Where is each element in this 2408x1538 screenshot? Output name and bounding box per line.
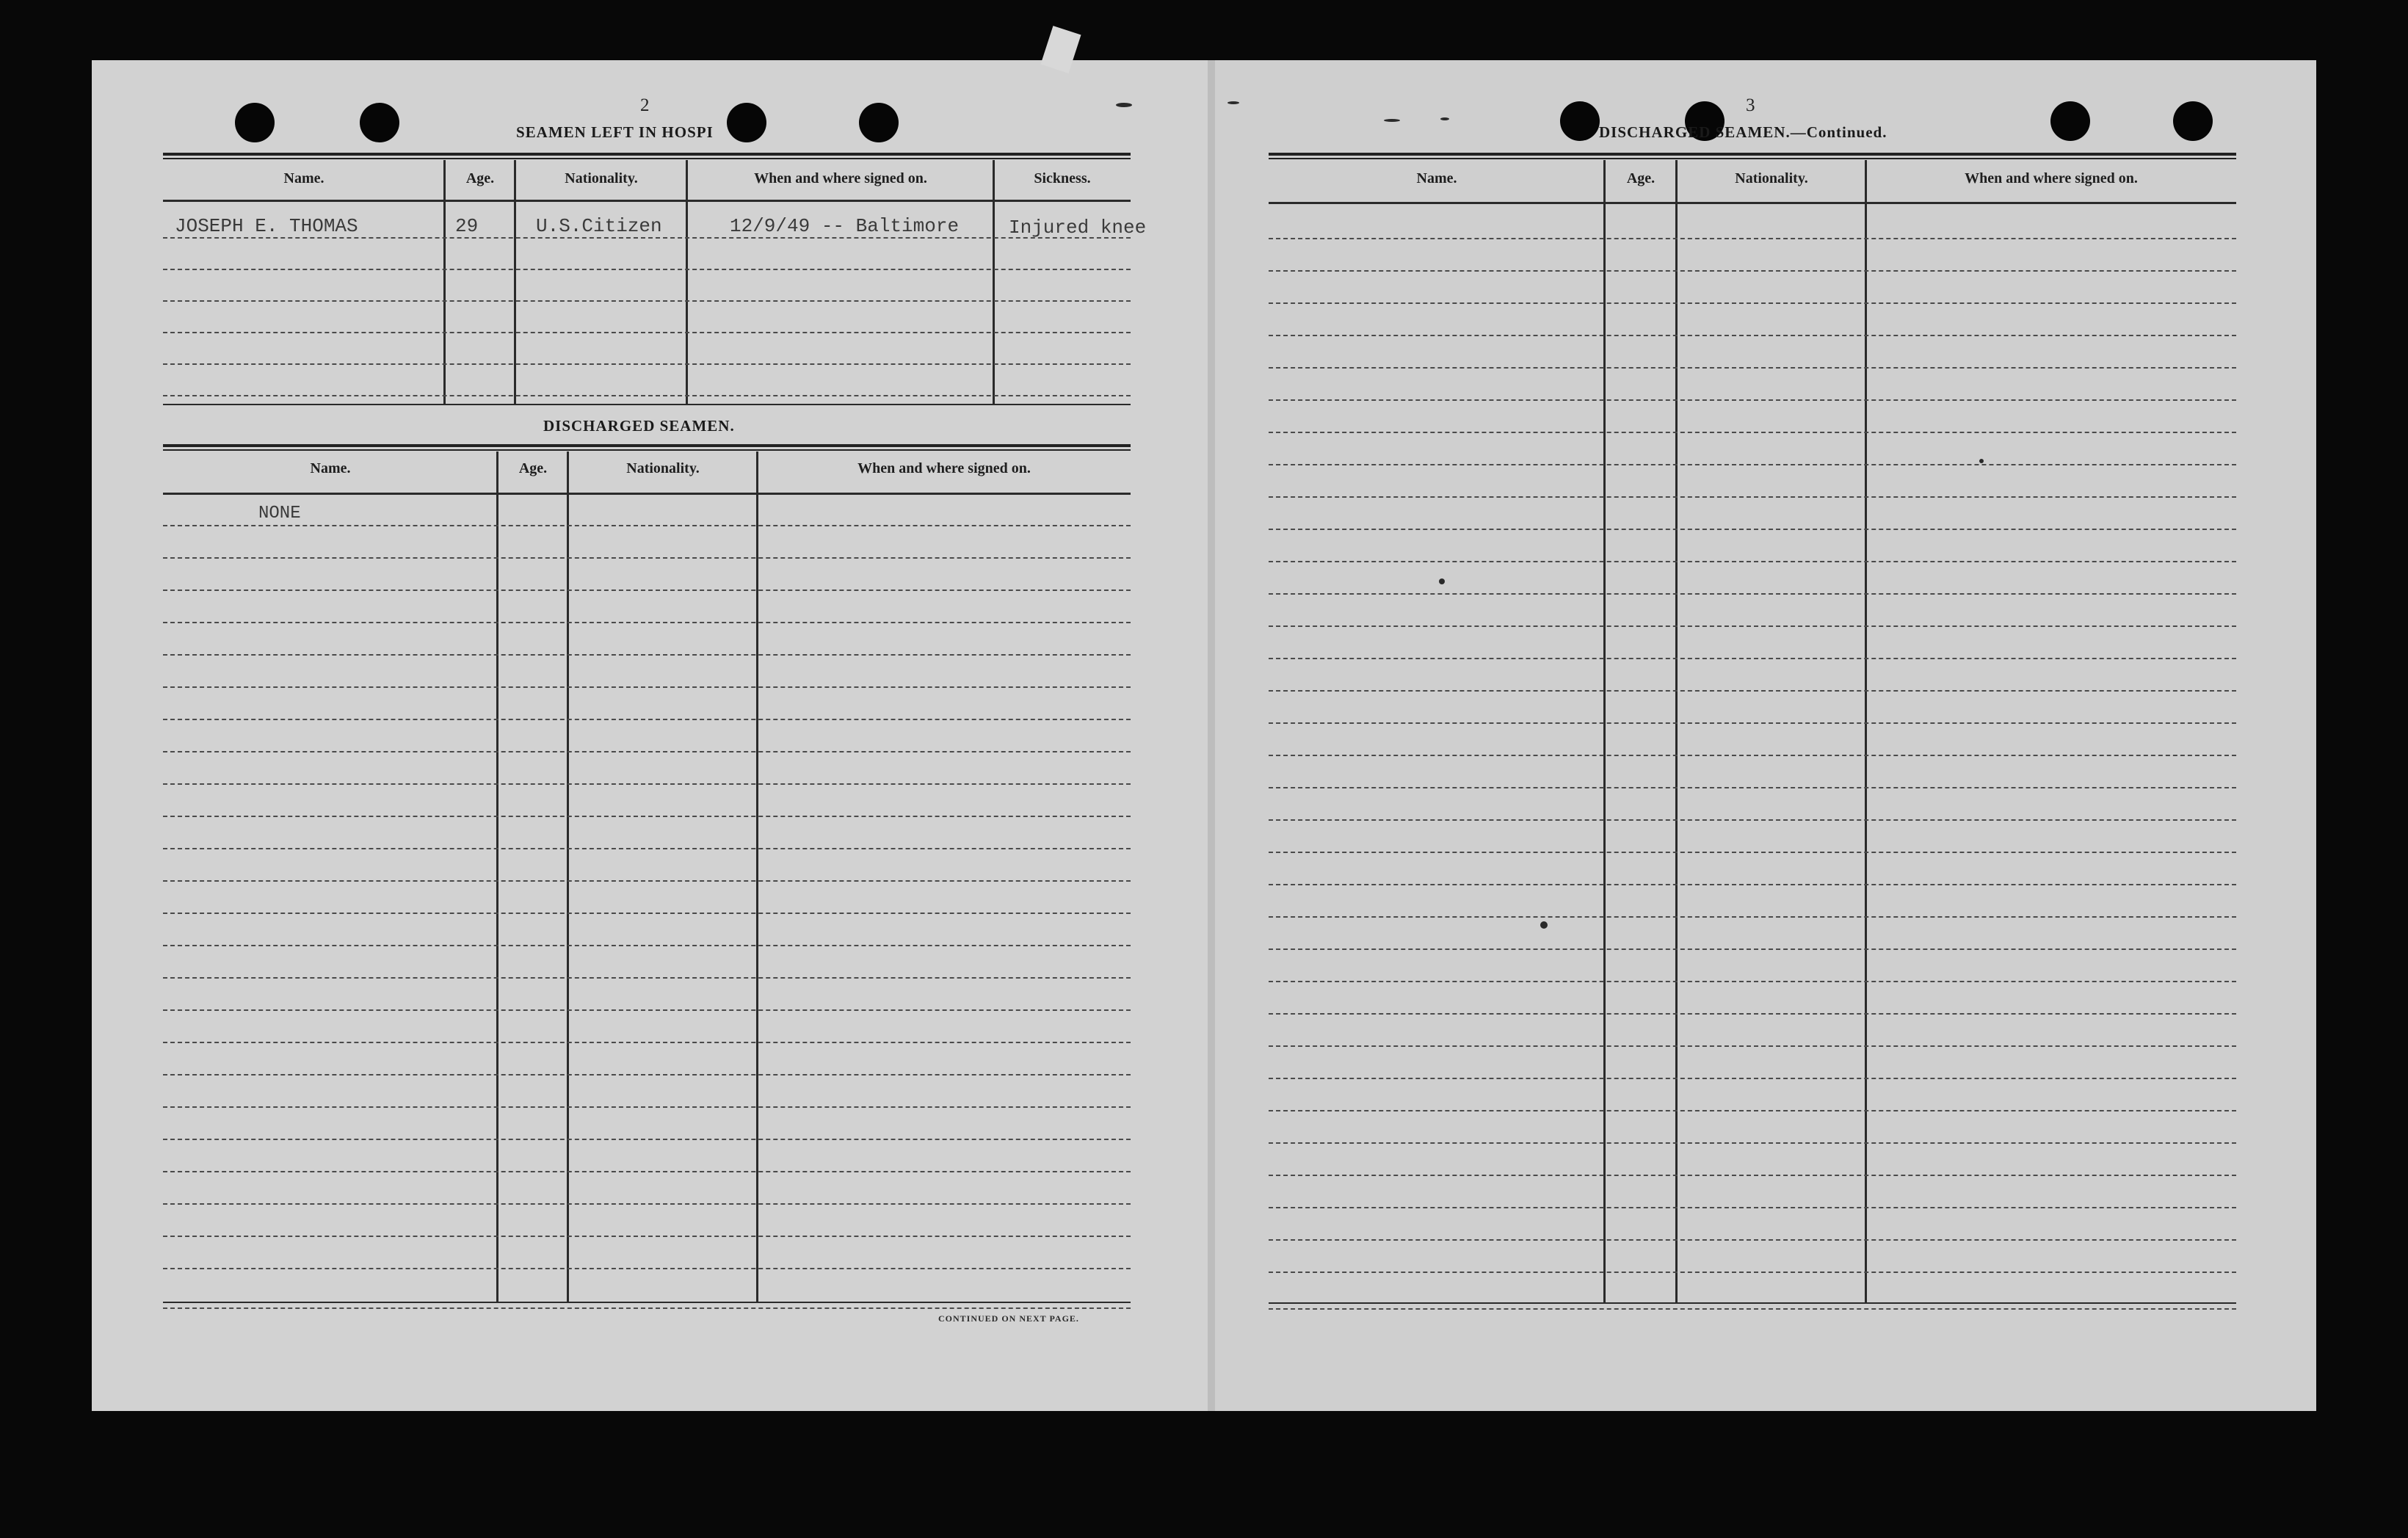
ruled-line xyxy=(163,395,1131,396)
ruled-line xyxy=(1269,432,2236,433)
speck xyxy=(1384,119,1400,122)
right-page xyxy=(1213,60,2316,1411)
ruled-line xyxy=(163,880,1131,882)
page-number: 3 xyxy=(1746,95,1755,115)
punch-hole xyxy=(2050,101,2090,141)
discharged-header-rule xyxy=(163,444,1131,451)
ruled-line xyxy=(163,1307,1131,1309)
ruled-line xyxy=(163,332,1131,333)
ruled-line xyxy=(163,300,1131,302)
ruled-line xyxy=(1269,658,2236,659)
ruled-line xyxy=(1269,593,2236,595)
ruled-line xyxy=(163,1042,1131,1043)
ruled-line xyxy=(163,237,1131,239)
discharged-name-header: Name. xyxy=(310,460,351,476)
hospital-row-age: 29 xyxy=(455,215,479,237)
ruled-line xyxy=(1269,529,2236,530)
left-page xyxy=(92,60,1213,1411)
punch-hole xyxy=(235,103,275,142)
ruled-line xyxy=(163,783,1131,785)
ruled-line xyxy=(1269,852,2236,853)
right-header-rule xyxy=(1269,153,2236,159)
hospital-section-bottom xyxy=(163,404,1131,405)
hospital-signed-on-header: When and where signed on. xyxy=(754,170,927,186)
ruled-line xyxy=(163,686,1131,688)
hospital-sickness-header: Sickness. xyxy=(1034,170,1091,186)
discharged-age-header: Age. xyxy=(518,460,548,476)
ruled-line xyxy=(163,945,1131,946)
column-divider xyxy=(993,160,995,404)
ruled-line xyxy=(1269,1207,2236,1208)
ruled-line xyxy=(163,1106,1131,1108)
ruled-line xyxy=(163,1009,1131,1011)
column-divider xyxy=(1603,160,1606,1304)
hospital-row-signed-on: 12/9/49 -- Baltimore xyxy=(730,215,960,237)
punch-hole xyxy=(1560,101,1600,141)
ruled-line xyxy=(163,977,1131,979)
ruled-line xyxy=(1269,884,2236,885)
punch-hole xyxy=(360,103,399,142)
punch-hole xyxy=(2173,101,2213,141)
hospital-row-sickness: Injured knee xyxy=(1009,217,1147,239)
speck xyxy=(1979,459,1984,463)
ruled-line xyxy=(163,557,1131,559)
ruled-line xyxy=(1269,690,2236,692)
ruled-line xyxy=(163,1236,1131,1237)
hospital-section-title: SEAMEN LEFT IN HOSPI xyxy=(516,123,714,141)
column-divider xyxy=(756,451,758,1302)
ruled-line xyxy=(1269,1272,2236,1273)
speck xyxy=(1116,103,1132,107)
hospital-header-rule xyxy=(163,153,1131,159)
ruled-line xyxy=(163,816,1131,817)
discharged-section-title: DISCHARGED SEAMEN. xyxy=(543,417,735,435)
ruled-line xyxy=(1269,1013,2236,1015)
ruled-line xyxy=(1269,1142,2236,1144)
hospital-name-header: Name. xyxy=(283,170,324,186)
right-header-underline xyxy=(1269,202,2236,204)
ruled-line xyxy=(163,1268,1131,1269)
right-section-bottom xyxy=(1269,1302,2236,1304)
discharged-header-underline xyxy=(163,493,1131,495)
right-signed-on-header: When and where signed on. xyxy=(1965,170,2138,186)
right-name-header: Name. xyxy=(1416,170,1457,186)
continued-footer: CONTINUED ON NEXT PAGE. xyxy=(938,1313,1079,1324)
ruled-line xyxy=(1269,561,2236,562)
ruled-line xyxy=(163,622,1131,623)
column-divider xyxy=(686,160,688,404)
page-gutter xyxy=(1208,60,1215,1411)
ruled-line xyxy=(1269,1045,2236,1047)
ruled-line xyxy=(1269,1078,2236,1079)
ruled-line xyxy=(1269,367,2236,369)
punch-hole xyxy=(859,103,899,142)
ruled-line xyxy=(163,1074,1131,1075)
ruled-line xyxy=(163,654,1131,656)
ruled-line xyxy=(1269,496,2236,498)
column-divider xyxy=(1865,160,1867,1304)
ruled-line xyxy=(163,590,1131,591)
ruled-line xyxy=(1269,916,2236,918)
ruled-line xyxy=(163,525,1131,526)
hospital-nationality-header: Nationality. xyxy=(565,170,638,186)
right-age-header: Age. xyxy=(1626,170,1656,186)
ruled-line xyxy=(1269,722,2236,724)
ruled-line xyxy=(163,1139,1131,1140)
ruled-line xyxy=(1269,819,2236,821)
ruled-line xyxy=(1269,948,2236,950)
speck xyxy=(1540,921,1548,929)
ruled-line xyxy=(1269,270,2236,272)
ruled-line xyxy=(1269,981,2236,982)
column-divider xyxy=(443,160,446,404)
ruled-line xyxy=(163,1203,1131,1205)
speck xyxy=(1440,117,1449,120)
ruled-line xyxy=(1269,399,2236,401)
ruled-line xyxy=(1269,335,2236,336)
ruled-line xyxy=(1269,625,2236,627)
discharged-signed-on-header: When and where signed on. xyxy=(857,460,1031,476)
ruled-line xyxy=(163,913,1131,914)
ruled-line xyxy=(163,719,1131,720)
ruled-line xyxy=(1269,755,2236,756)
ruled-line xyxy=(1269,464,2236,465)
ruled-line xyxy=(163,269,1131,270)
speck xyxy=(1439,578,1445,584)
ruled-line xyxy=(1269,1308,2236,1310)
continued-section-title: DISCHARGED SEAMEN.—Continued. xyxy=(1599,123,1887,141)
hospital-age-header: Age. xyxy=(465,170,495,186)
hospital-row-nationality: U.S.Citizen xyxy=(536,215,662,237)
hospital-header-underline xyxy=(163,200,1131,202)
page-number: 2 xyxy=(640,95,650,115)
ruled-line xyxy=(1269,238,2236,239)
ruled-line xyxy=(163,1171,1131,1172)
ruled-line xyxy=(1269,302,2236,304)
ruled-line xyxy=(1269,1175,2236,1176)
speck xyxy=(1227,101,1239,104)
column-divider xyxy=(1675,160,1678,1304)
ruled-line xyxy=(163,848,1131,849)
column-divider xyxy=(567,451,569,1302)
ruled-line xyxy=(1269,1239,2236,1241)
discharged-nationality-header: Nationality. xyxy=(626,460,700,476)
discharged-row-name: NONE xyxy=(258,504,301,523)
column-divider xyxy=(514,160,516,404)
hospital-row-name: JOSEPH E. THOMAS xyxy=(175,215,358,237)
ruled-line xyxy=(163,751,1131,752)
column-divider xyxy=(496,451,498,1302)
punch-hole xyxy=(727,103,766,142)
ruled-line xyxy=(1269,787,2236,788)
ruled-line xyxy=(163,363,1131,365)
discharged-section-bottom xyxy=(163,1302,1131,1303)
ruled-line xyxy=(1269,1110,2236,1111)
right-nationality-header: Nationality. xyxy=(1735,170,1808,186)
